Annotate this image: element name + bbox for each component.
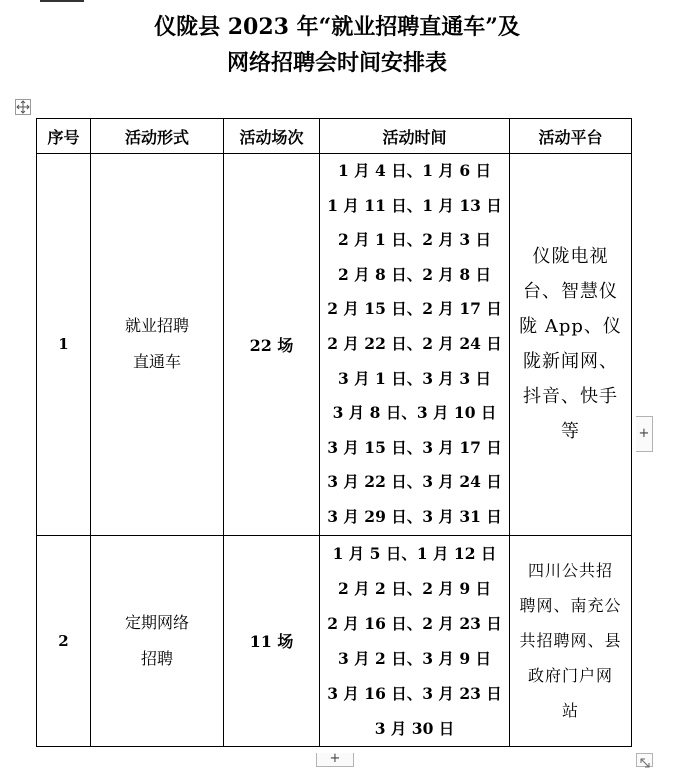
row1-time-8: 3 月 8 日、3 月 10 日: [332, 403, 497, 423]
row1-platform: [510, 154, 632, 536]
row1-form: [91, 154, 224, 536]
row2-seq: 2: [37, 535, 91, 746]
row1-form-line1: 就业招聘: [124, 316, 189, 336]
row2-form: [91, 535, 224, 746]
row1-time-2: 1 月 11 日、1 月 13 日: [327, 195, 502, 215]
row2-time-4: 3 月 2 日、3 月 9 日: [337, 648, 492, 668]
row2-time-3: 2 月 16 日、2 月 23 日: [327, 613, 502, 633]
row2-platform-line2: 聘网、南充公: [519, 596, 622, 616]
row1-time-1: 1 月 4 日、1 月 6 日: [337, 161, 492, 180]
row1-form-line2: 直通车: [132, 352, 181, 372]
table-row: [37, 535, 632, 746]
schedule-table: [36, 118, 632, 747]
table-move-handle-icon[interactable]: [15, 99, 31, 115]
row1-platform-line5: 抖音、快手: [523, 386, 618, 408]
row1-time-7: 3 月 1 日、3 月 3 日: [337, 368, 492, 388]
document-title-line1: 仪陇县 2023 年“就业招聘直通车”及: [154, 14, 520, 40]
row1-platform-line2: 台、智慧仪: [523, 281, 618, 303]
row2-form-line2: 招聘: [140, 648, 173, 668]
header-time: 活动时间: [320, 119, 510, 154]
table-row: [37, 154, 632, 536]
row1-count: 22 场: [224, 154, 320, 536]
row1-time-4: 2 月 8 日、2 月 8 日: [337, 264, 492, 284]
row2-platform-line5: 站: [561, 701, 579, 721]
row1-platform-line6: 等: [561, 421, 580, 443]
row2-form-line1: 定期网络: [124, 612, 189, 632]
header-mark: [40, 0, 84, 2]
row1-time-10: 3 月 22 日、3 月 24 日: [327, 472, 502, 492]
table-resize-handle-icon[interactable]: [636, 753, 653, 767]
document-title-line2: 网络招聘会时间安排表: [226, 50, 447, 76]
table-header-row: [37, 119, 632, 154]
row1-seq: 1: [37, 154, 91, 536]
row1-time-6: 2 月 22 日、2 月 24 日: [327, 333, 502, 353]
row1-platform-line1: 仪陇电视: [532, 246, 609, 268]
row2-time-2: 2 月 2 日、2 月 9 日: [337, 578, 492, 598]
row2-platform-line1: 四川公共招: [527, 561, 613, 581]
row2-platform-line4: 政府门户网: [527, 666, 613, 686]
add-row-button[interactable]: +: [316, 753, 354, 767]
header-form: 活动形式: [91, 119, 224, 154]
row2-count: 11 场: [224, 535, 320, 746]
row1-time-11: 3 月 29 日、3 月 31 日: [327, 506, 502, 526]
row2-time-1: 1 月 5 日、1 月 12 日: [332, 543, 497, 563]
header-platform: 活动平台: [510, 119, 632, 154]
row1-time-3: 2 月 1 日、2 月 3 日: [337, 230, 492, 250]
row1-platform-line4: 陇新闻网、: [523, 351, 618, 373]
row1-times: [320, 154, 510, 536]
row2-platform: [510, 535, 632, 746]
header-count: 活动场次: [224, 119, 320, 154]
row2-platform-line3: 共招聘网、县: [519, 631, 622, 651]
add-column-button[interactable]: +: [636, 416, 653, 452]
row1-time-5: 2 月 15 日、2 月 17 日: [327, 299, 502, 319]
header-seq: 序号: [37, 119, 91, 154]
row2-time-6: 3 月 30 日: [374, 718, 455, 738]
row2-time-5: 3 月 16 日、3 月 23 日: [327, 683, 502, 703]
row2-times: [320, 535, 510, 746]
row1-platform-line3: 陇 App、仪: [519, 316, 622, 338]
row1-time-9: 3 月 15 日、3 月 17 日: [327, 437, 502, 457]
